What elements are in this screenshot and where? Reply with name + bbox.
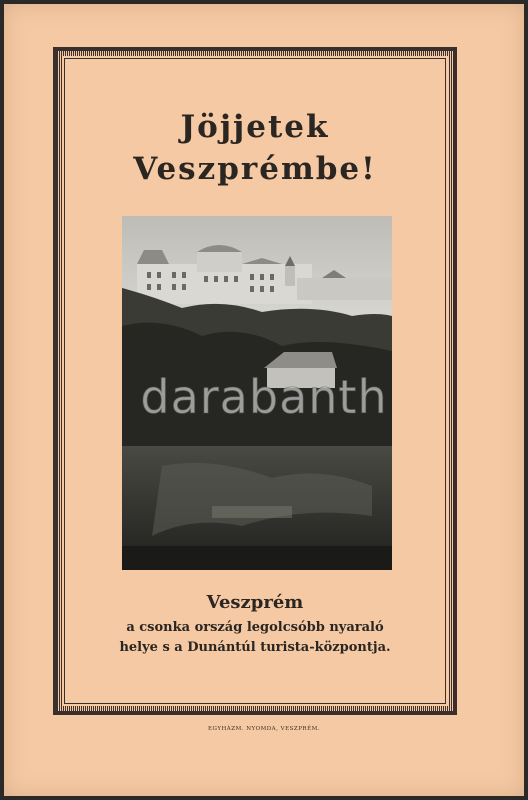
page-title bbox=[64, 106, 446, 190]
watermark: darabanth bbox=[140, 370, 388, 424]
caption-line-2: helye s a Dunántúl turista-központja. bbox=[119, 640, 391, 655]
title-line-2: Veszprémbe! bbox=[133, 151, 377, 187]
caption-heading: Veszprém bbox=[206, 592, 304, 613]
title-line-1: Jöjjetek bbox=[180, 109, 330, 145]
castle-photo bbox=[122, 216, 392, 570]
printer-imprint: EGYHÁZM. NYOMDA, VESZPRÉM. bbox=[208, 726, 320, 732]
caption-line-1: a csonka ország legolcsóbb nyaraló bbox=[126, 620, 384, 635]
